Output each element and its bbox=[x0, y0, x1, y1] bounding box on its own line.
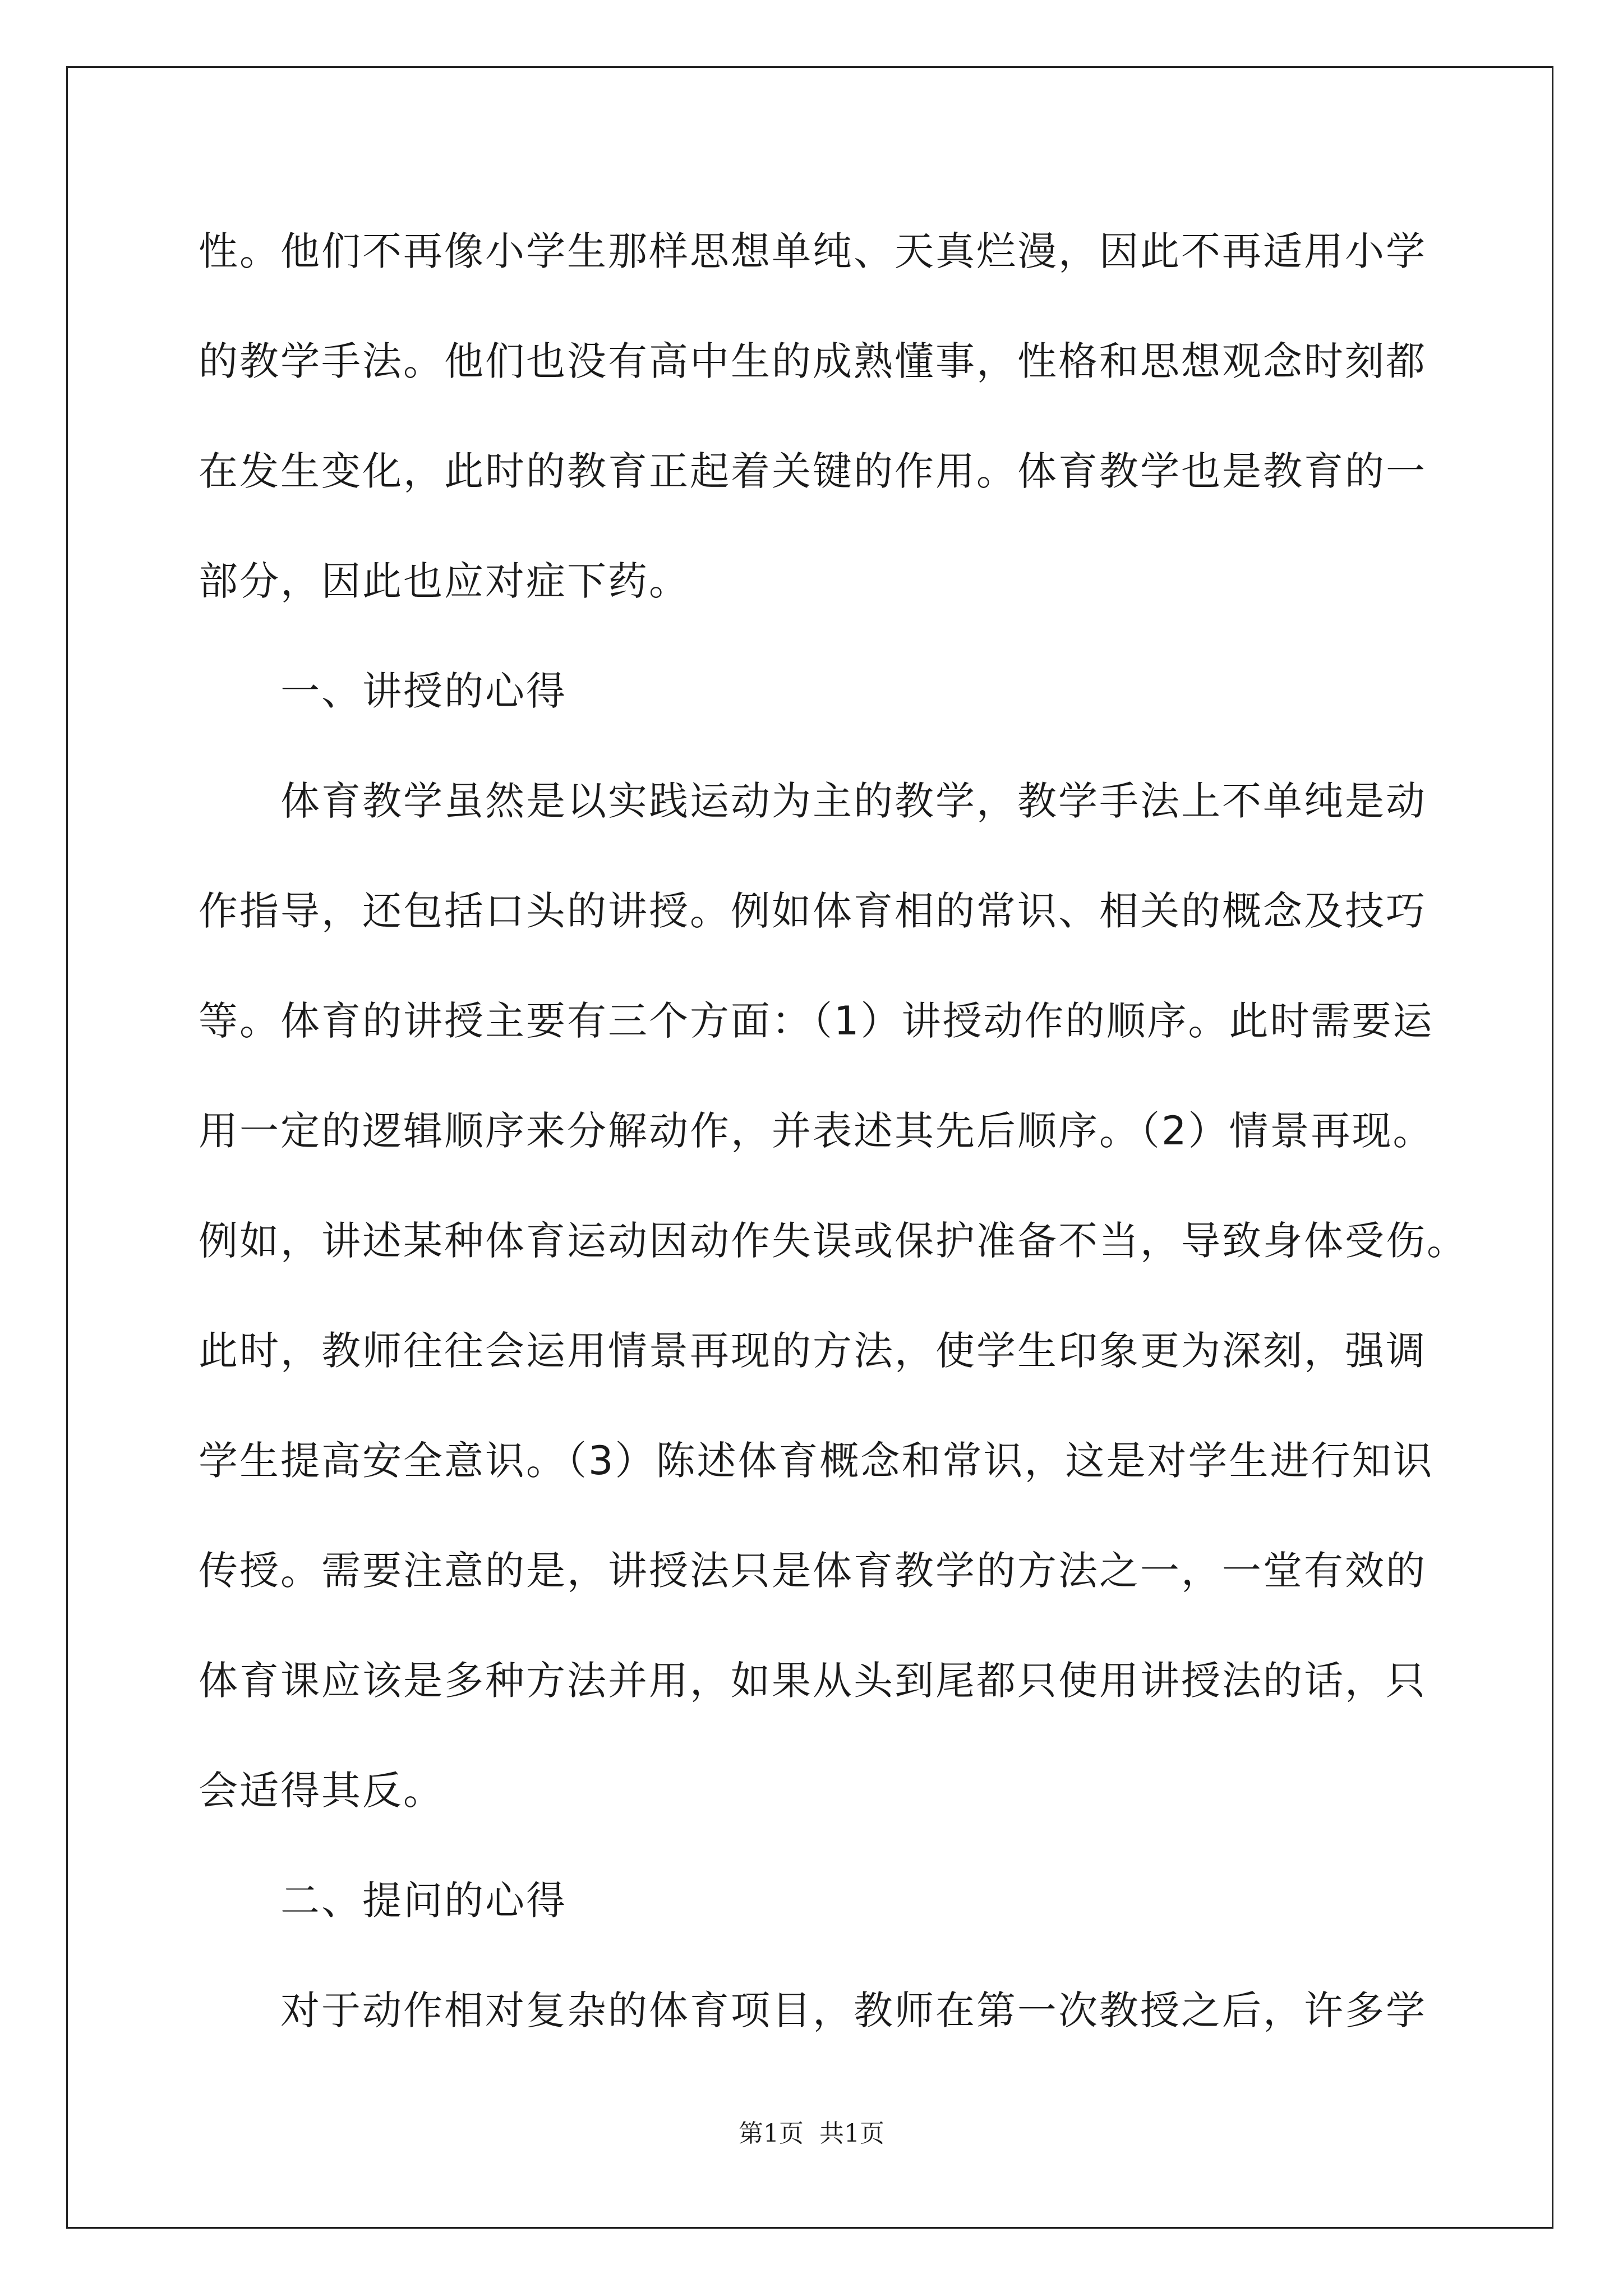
text-line: 会适得其反。 bbox=[199, 1768, 444, 1814]
text-line: 体育课应该是多种方法并用，如果从头到尾都只使用讲授法的话，只 bbox=[199, 1658, 1427, 1704]
text-line: 体育教学虽然是以实践运动为主的教学，教学手法上不单纯是动 bbox=[280, 778, 1427, 824]
section-heading: 一、讲授的心得 bbox=[280, 668, 567, 714]
text-line: 在发生变化，此时的教育正起着关键的作用。体育教学也是教育的一 bbox=[199, 448, 1427, 494]
section-heading: 二、提问的心得 bbox=[280, 1878, 567, 1924]
text-line: 对于动作相对复杂的体育项目，教师在第一次教授之后，许多学 bbox=[280, 1987, 1427, 2033]
text-line: 用一定的逻辑顺序来分解动作，并表述其先后顺序。（2）情景再现。 bbox=[199, 1108, 1434, 1154]
text-line: 例如，讲述某种体育运动因动作失误或保护准备不当，导致身体受伤。 bbox=[199, 1218, 1468, 1264]
page-number: 第1页 bbox=[739, 2119, 804, 2148]
text-line: 此时，教师往往会运用情景再现的方法，使学生印象更为深刻，强调 bbox=[199, 1328, 1427, 1374]
text-line: 性。他们不再像小学生那样思想单纯、天真烂漫，因此不再适用小学 bbox=[199, 228, 1427, 274]
text-line: 部分，因此也应对症下药。 bbox=[199, 558, 690, 604]
text-line: 等。体育的讲授主要有三个方面：（1）讲授动作的顺序。此时需要运 bbox=[199, 998, 1434, 1044]
text-line: 学生提高安全意识。（3）陈述体育概念和常识，这是对学生进行知识 bbox=[199, 1438, 1434, 1484]
text-line: 传授。需要注意的是，讲授法只是体育教学的方法之一，一堂有效的 bbox=[199, 1548, 1427, 1594]
text-line: 的教学手法。他们也没有高中生的成熟懂事，性格和思想观念时刻都 bbox=[199, 338, 1427, 384]
page-total: 共1页 bbox=[819, 2119, 884, 2148]
page-footer bbox=[0, 2118, 1623, 2150]
text-line: 作指导，还包括口头的讲授。例如体育相的常识、相关的概念及技巧 bbox=[199, 888, 1427, 934]
